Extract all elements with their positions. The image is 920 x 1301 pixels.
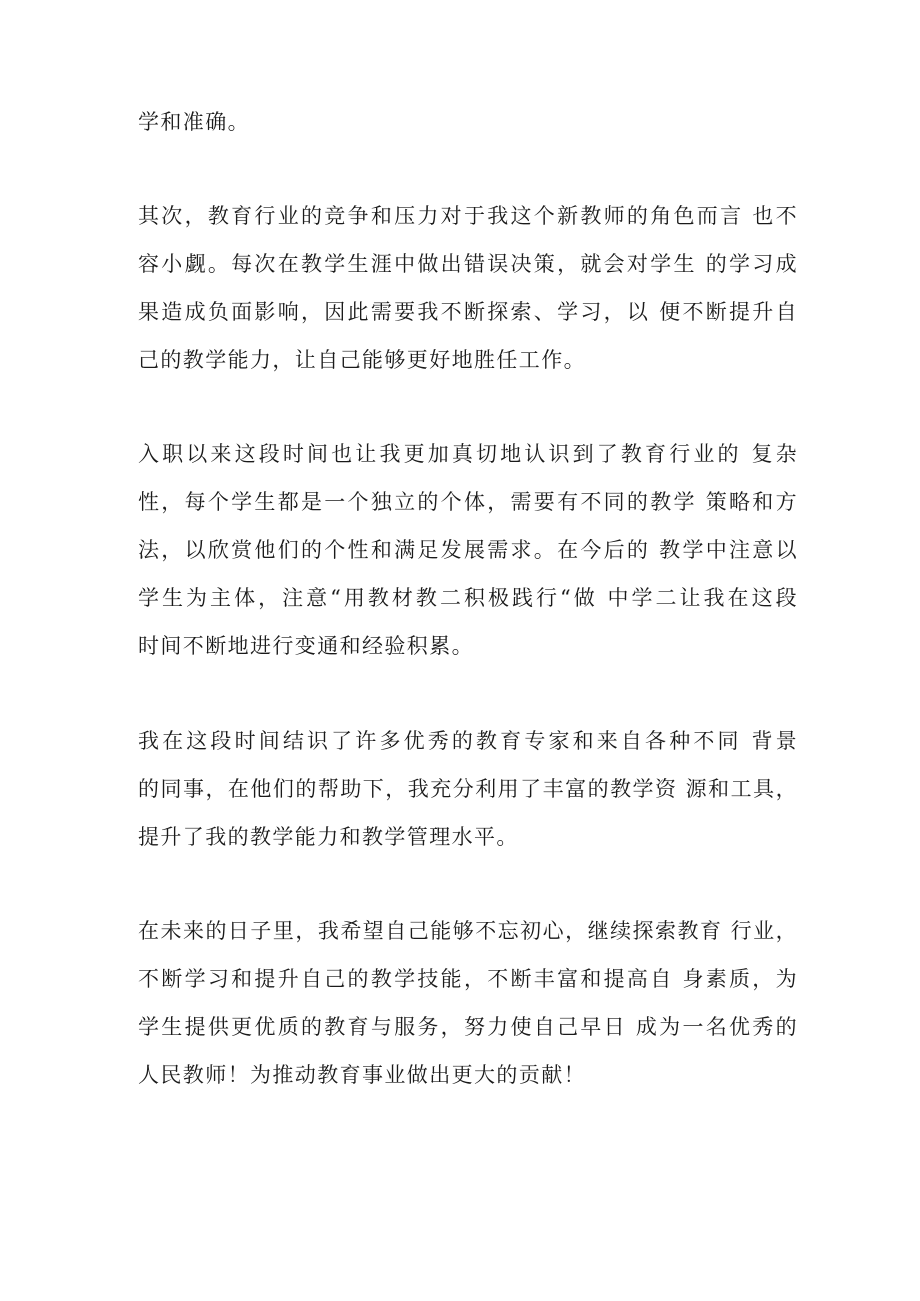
text-line: 果造成负面影响，因此需要我不断探索、学习，以 便不断提升自 <box>138 300 798 324</box>
paragraph-2 <box>138 192 798 384</box>
text-line: 时间不断地进行变通和经验积累。 <box>138 634 474 658</box>
text-line: 的同事，在他们的帮助下，我充分利用了丰富的教学资 源和工具， <box>138 777 798 801</box>
text-line: 学生为主体，注意“用教材教二积极践行“做 中学二让我在这段 <box>138 586 798 610</box>
text-line: 提升了我的教学能力和教学管理水平。 <box>138 825 519 849</box>
paragraph-4 <box>138 717 798 861</box>
text-line: 学和准确。 <box>138 110 250 134</box>
text-line: 学生提供更优质的教育与服务，努力使自己早日 成为一名优秀的 <box>138 1015 798 1039</box>
paragraph-3 <box>138 430 798 670</box>
text-line: 不断学习和提升自己的教学技能，不断丰富和提高自 身素质，为 <box>138 967 798 991</box>
text-line: 人民教师！为推动教育事业做出更大的贡献！ <box>138 1063 586 1087</box>
text-line: 己的教学能力，让自己能够更好地胜任工作。 <box>138 348 586 372</box>
text-line: 在未来的日子里，我希望自己能够不忘初心，继续探索教育 行业， <box>138 919 798 943</box>
paragraph-5 <box>138 907 798 1099</box>
paragraph-1 <box>138 98 798 146</box>
text-line: 法，以欣赏他们的个性和满足发展需求。在今后的 教学中注意以 <box>138 538 798 562</box>
text-line: 性，每个学生都是一个独立的个体，需要有不同的教学 策略和方 <box>138 490 798 514</box>
text-line: 其次，教育行业的竞争和压力对于我这个新教师的角色而言 也不 <box>138 204 798 228</box>
text-line: 入职以来这段时间也让我更加真切地认识到了教育行业的 复杂 <box>138 442 798 466</box>
text-line: 我在这段时间结识了许多优秀的教育专家和来自各种不同 背景 <box>138 729 798 753</box>
text-line: 容小觑。每次在教学生涯中做出错误决策，就会对学生 的学习成 <box>138 252 798 276</box>
